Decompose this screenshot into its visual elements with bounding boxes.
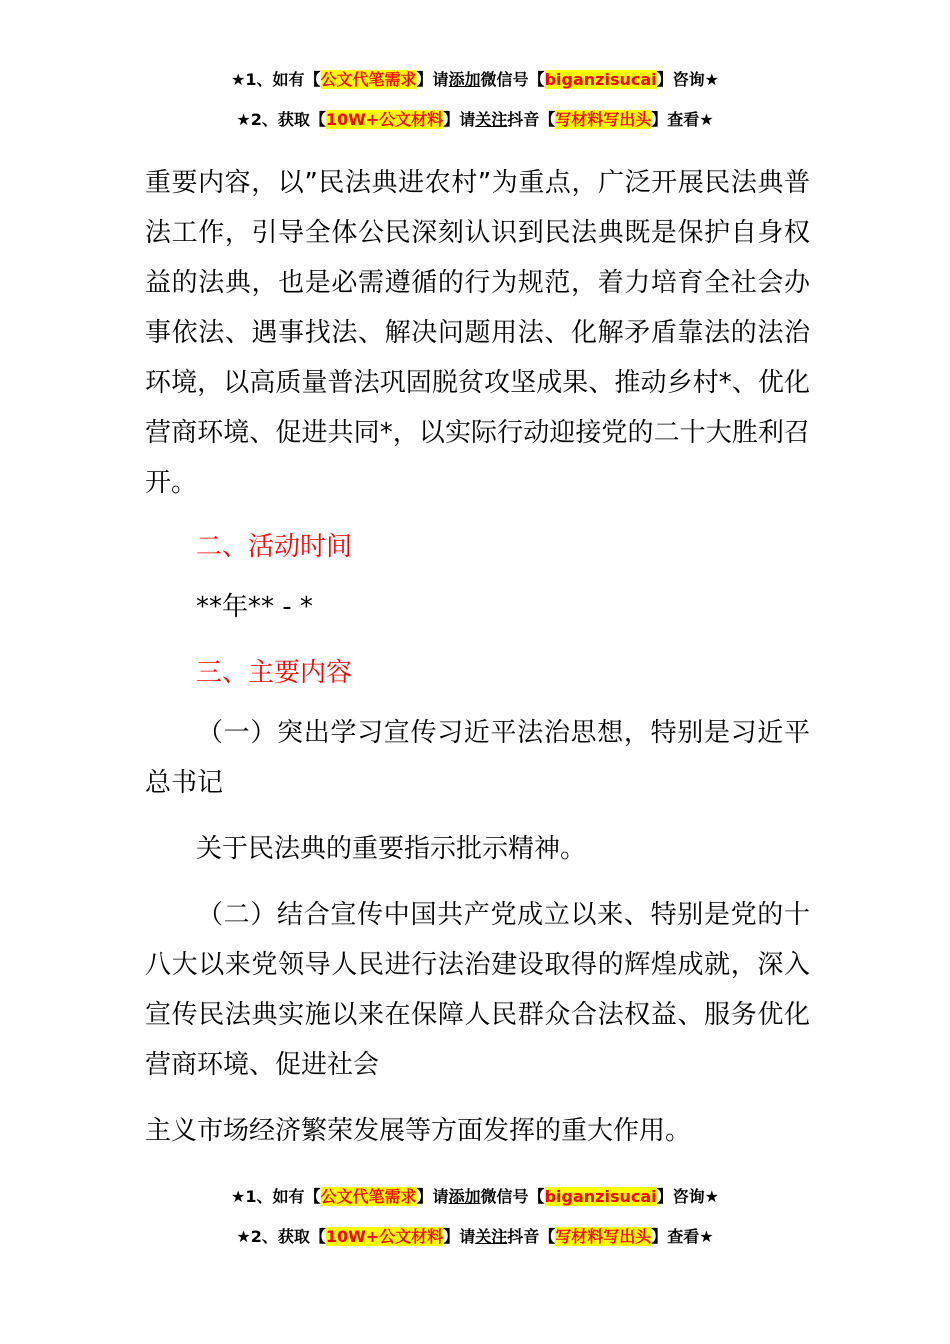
promo-text: 微信号【 [480,1187,545,1206]
promo-underline: 关注 [475,1227,508,1246]
promo-text: 微信号【 [480,70,545,89]
promo-text: ★1、如有【 [231,1187,321,1206]
activity-time: **年** - * [196,592,313,622]
promo-text: 】请 [443,110,476,129]
content-item-2: （二）结合宣传中国共产党成立以来、特别是党的十八大以来党领导人民进行法治建设取得的辉煌成就，深入宣传民法典实施以来在保障人民群众合法权益、服务优化营商环境、促进社会 [145,900,810,1080]
section-heading-time: 二、活动时间 [196,532,353,562]
paragraph-intro: 重要内容，以”民法典进农村”为重点，广泛开展民法典普法工作，引导全体公民深刻认识到民法典既是保护自身权益的法典，也是必需遵循的行为规范，着力培育全社会办事依法、遇事找法、解决问题用法、化解矛盾靠法的法治环境，以高质量普法巩固脱贫攻坚成果、推动乡村*、优化营商环境、促进共同*，以实际行动迎接党的二十大胜利召开。 [145,168,810,498]
promo-text: 】请 [416,1187,449,1206]
promo-text: 】查看★ [651,110,714,129]
promo-underline: 添加 [448,70,481,89]
promo-wechat-id: biganzisucai [544,1187,657,1206]
footer-promo-line-1 [0,1185,950,1209]
promo-underline: 添加 [448,1187,481,1206]
promo-douyin-id: 写材料写出头 [555,1227,652,1246]
promo-text: 】咨询★ [656,70,719,89]
header-promo-line-2 [0,108,950,132]
promo-text: 抖音【 [507,1227,556,1246]
promo-text: 】请 [443,1227,476,1246]
promo-text: 】咨询★ [656,1187,719,1206]
promo-text: 】查看★ [651,1227,714,1246]
promo-text: ★2、获取【 [236,1227,326,1246]
footer-promo-line-2 [0,1225,950,1249]
promo-highlight: 公文代笔需求 [320,70,417,89]
promo-underline: 关注 [475,110,508,129]
promo-highlight: 10W+公文材料 [325,110,444,129]
promo-text: ★1、如有【 [231,70,321,89]
promo-highlight: 10W+公文材料 [325,1227,444,1246]
section-heading-content: 三、主要内容 [196,658,353,688]
promo-text: 】请 [416,70,449,89]
promo-douyin-id: 写材料写出头 [555,110,652,129]
content-item-2-continued: 主义市场经济繁荣发展等方面发挥的重大作用。 [145,1116,692,1146]
promo-text: 抖音【 [507,110,556,129]
promo-highlight: 公文代笔需求 [320,1187,417,1206]
content-item-1: （一）突出学习宣传习近平法治思想，特别是习近平总书记 [145,718,810,798]
content-item-1-continued: 关于民法典的重要指示批示精神。 [196,834,587,864]
header-promo-line-1 [0,68,950,92]
promo-wechat-id: biganzisucai [544,70,657,89]
promo-text: ★2、获取【 [236,110,326,129]
